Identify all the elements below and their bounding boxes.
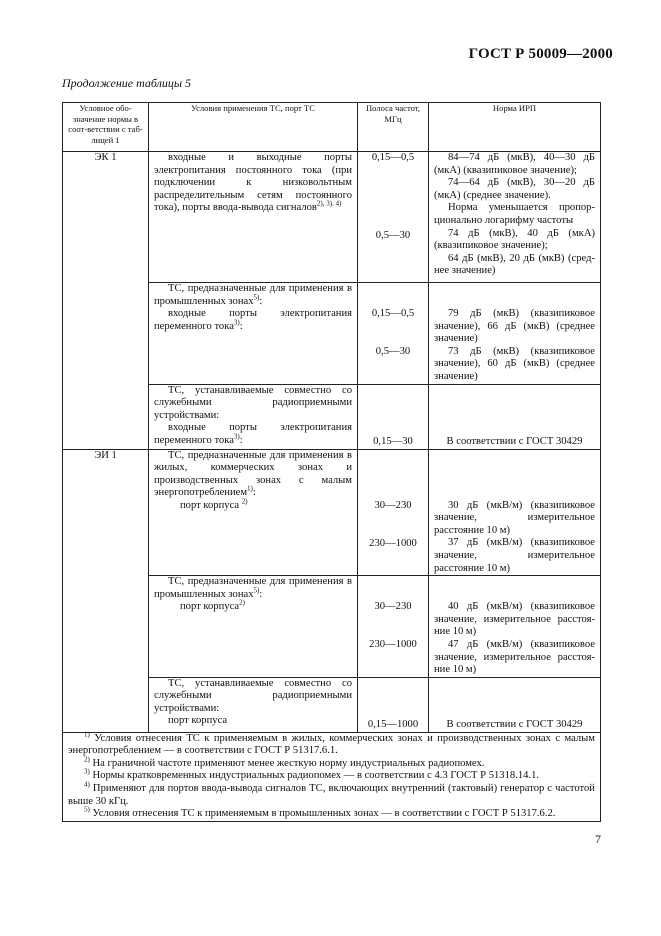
- table-5: [62, 102, 601, 822]
- norm-text: Норма уменьшается пропор-ционально логарифму частоты: [434, 202, 595, 226]
- norm-cell: [429, 576, 601, 678]
- norm-cell: [429, 152, 601, 283]
- norm-cell: [429, 449, 601, 576]
- norm-text: 37 дБ (мкВ/м) (квазипиковое значение, измерительное расстояние 10 м): [434, 537, 595, 574]
- conditions-text: ТС, предназначенные для применения в промышленных зонах$^{5)}$:: [154, 576, 352, 600]
- footnotes: [63, 732, 601, 821]
- norm-cell: [429, 677, 601, 732]
- conditions-text: ТС, предназначенные для применения в промышленных зонах$^{5)}$:: [154, 283, 352, 307]
- frequency-cell: [358, 677, 429, 732]
- conditions-text: ТС, предназначенные для применения в жилых, коммерческих зонах и производственных зонах с малым энергопотреблением$^{1)}$:: [154, 449, 352, 499]
- footnotes-row: [63, 732, 601, 821]
- frequency-cell: [358, 449, 429, 576]
- frequency-value: 230—1000: [369, 537, 417, 549]
- footnote: $^{1)}$ Условия отнесения ТС к применяемым в жилых, коммерческих зонах и производственных зонах с малым энергопотреблением — в соответствии с ГОСТ Р 51317.6.1.: [68, 730, 595, 757]
- conditions-cell: [149, 449, 358, 576]
- norm-text: 79 дБ (мкВ) (квазипиковое значение), 66 дБ (мкВ) (среднее значение): [434, 308, 595, 345]
- header-frequency: Полоса частот, МГц: [358, 103, 429, 152]
- footnote: $^{3)}$ Нормы кратковременных индустриальных радиопомех — в соответствии с 4.3 ГОСТ Р 51318.14.1.: [84, 767, 540, 782]
- norm-cell: [429, 384, 601, 449]
- norm-text: В соответствии с ГОСТ 30429: [446, 435, 583, 447]
- footnote: $^{5)}$ Условия отнесения ТС к применяемым в промышленных зонах — в соответствии с ГОСТ Р 51317.6.2.: [84, 805, 556, 820]
- table-row: [63, 152, 601, 283]
- conditions-cell: [149, 576, 358, 678]
- standard-code: ГОСТ Р 50009—2000: [468, 46, 613, 62]
- header-norm: Норма ИРП: [429, 103, 601, 152]
- conditions-cell: [149, 152, 358, 283]
- frequency-value: 30—230: [374, 499, 412, 511]
- conditions-text: входные и выходные порты электропитания постоянного тока (при подключении к низковольтным распределительным сетям постоянного тока), порты ввода-вывода сигналов$^{2), 3), 4)}$: [154, 152, 352, 214]
- norm-text: В соответствии с ГОСТ 30429: [446, 719, 583, 731]
- footnote: $^{4)}$ Применяют для портов ввода-вывода сигналов ТС, включающих внутренний (тактовый) генератор с частотой выше 30 кГц.: [68, 780, 595, 807]
- frequency-cell: [358, 283, 429, 385]
- norm-text: 47 дБ (мкВ/м) (квазипиковое значение, измерительное расстоя-ние 10 м): [434, 638, 595, 676]
- norm-code-ek1: ЭК 1: [63, 152, 149, 450]
- norm-text: 84—74 дБ (мкВ), 40—30 дБ (мкА) (квазипиковое значение);: [434, 152, 595, 176]
- frequency-cell: [358, 384, 429, 449]
- frequency-value: 0,15—0,5: [371, 152, 415, 163]
- norm-text: 64 дБ (мкВ), 20 дБ (мкВ) (сред-нее значение): [434, 252, 595, 277]
- conditions-text: порт корпуса $^{2)}$: [180, 497, 248, 511]
- norm-text: 74 дБ (мкВ), 40 дБ (мкА) (квазипиковое значение);: [434, 227, 595, 252]
- frequency-cell: [358, 152, 429, 283]
- frequency-value: 0,5—30: [375, 346, 411, 357]
- conditions-text: порт корпуса: [168, 715, 228, 727]
- norm-text: 74—64 дБ (мкВ), 30—20 дБ (мкА) (среднее значение).: [434, 177, 595, 201]
- norm-cell: [429, 283, 601, 385]
- frequency-value: 30—230: [374, 601, 412, 613]
- frequency-value: 230—1000: [369, 639, 417, 651]
- conditions-text: входные порты электропитания переменного тока$^{3)}$:: [154, 422, 352, 446]
- conditions-text: ТС, устанавливаемые совместно со служебными радиоприемными устройствами:: [154, 677, 352, 714]
- norm-text: 73 дБ (мкВ) (квазипиковое значение), 60 дБ (мкВ) (среднее значение): [434, 345, 595, 382]
- table-continuation-caption: Продолжение таблицы 5: [62, 76, 192, 90]
- conditions-text: входные порты электропитания переменного тока$^{3)}$:: [154, 308, 352, 332]
- frequency-value: 0,5—30: [375, 230, 411, 241]
- table-header-row: [63, 103, 601, 152]
- conditions-cell: [149, 677, 358, 732]
- frequency-value: 0,15—30: [373, 435, 413, 447]
- footnote: $^{2)}$ На граничной частоте применяют менее жесткую норму индустриальных радиопомех.: [84, 755, 485, 769]
- header-conditions: Условия применения ТС, порт ТС: [149, 103, 358, 152]
- norm-text: 30 дБ (мкВ/м) (квазипиковое значение, измерительное расстояние 10 м): [434, 499, 595, 536]
- norm-text: 40 дБ (мкВ/м) (квазипиковое значение, измерительное расстоя-ние 10 м): [434, 601, 595, 638]
- frequency-value: 0,15—1000: [367, 719, 419, 731]
- conditions-cell: [149, 283, 358, 385]
- page-number: 7: [595, 832, 601, 846]
- header-norm-code: Условное обо-значение нормы в соот-ветствии с таб-лицей 1: [63, 103, 149, 152]
- table-row: [63, 449, 601, 576]
- frequency-value: 0,15—0,5: [371, 308, 415, 319]
- conditions-text: порт корпуса$^{2)}$: [180, 598, 245, 613]
- conditions-text: ТС, устанавливаемые совместно со служебными радиоприемными устройствами:: [154, 384, 352, 421]
- conditions-cell: [149, 384, 358, 449]
- norm-code-ei1: ЭИ 1: [63, 449, 149, 732]
- frequency-cell: [358, 576, 429, 678]
